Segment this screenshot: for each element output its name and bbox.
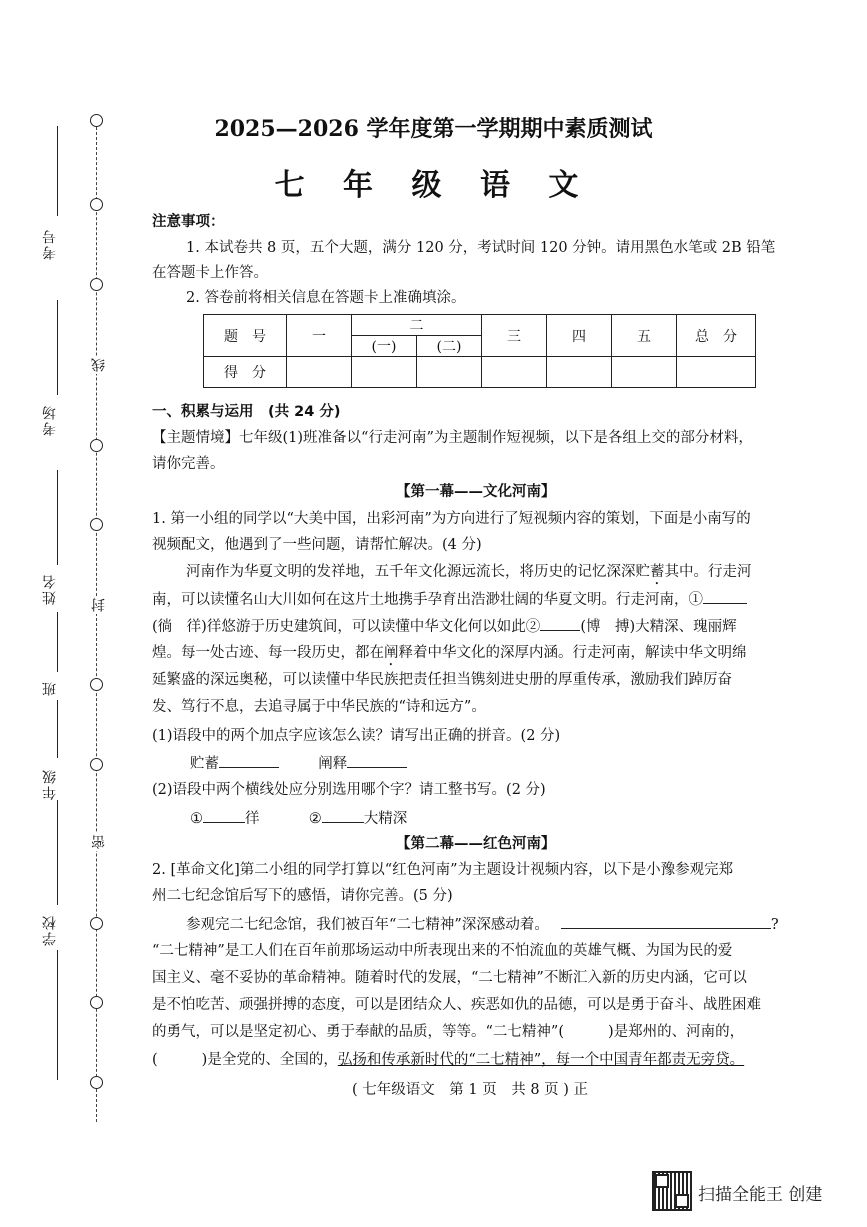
- passage-1-line-3: (徜 徉)徉悠游于历史建筑间，可以读懂中华文化何以如此② (博 搏)大精深、瑰丽辉: [152, 616, 737, 637]
- notice-item-1: 1. 本试卷共 8 页，五个大题，满分 120 分，考试时间 120 分钟。请用黑色水笔或 2B 铅笔: [186, 240, 776, 256]
- header-part-3: 三: [482, 315, 547, 357]
- binding-dashed-line: [96, 122, 97, 1122]
- header-part-2-sub-1: (一): [352, 336, 417, 357]
- theme-context: 【主题情境】七年级(1)班准备以“行走河南”为主题制作短视频，以下是各组上交的部分材料，: [152, 430, 753, 446]
- header-part-5: 五: [612, 315, 677, 357]
- label-class: 班: [42, 680, 58, 696]
- grade-line: [57, 700, 58, 758]
- score-cell[interactable]: [417, 357, 482, 388]
- label-exam-room: 考场: [42, 404, 58, 436]
- pinyin-answers: 贮蓄 阐释: [190, 753, 407, 774]
- header-part-2: 二: [352, 315, 482, 336]
- score-cell[interactable]: [612, 357, 677, 388]
- passage-2-line-2: “二七精神”是工人们在百年前那场运动中所表现出来的不怕流血的英雄气概、为国为民的爱: [152, 943, 733, 959]
- score-cell[interactable]: [677, 357, 756, 388]
- dotted-char: 蓄: [650, 564, 665, 580]
- act-1-title: 【第一幕——文化河南】: [396, 484, 556, 500]
- theme-context-cont: 请你完善。: [152, 456, 225, 472]
- score-cell[interactable]: [547, 357, 612, 388]
- passage-1-line-1: 河南作为华夏文明的发祥地，五千年文化源远流长，将历史的记忆深深贮蓄其中。行走河: [186, 564, 752, 580]
- seal-char-mi: 密: [91, 835, 107, 849]
- qr-code-icon: [652, 1171, 692, 1211]
- question-1: 1. 第一小组的同学以“大美中国，出彩河南”为方向进行了短视频内容的策划，下面是小南写的: [152, 511, 751, 527]
- pinyin-blank-2[interactable]: [347, 753, 407, 768]
- passage-1-line-2: 南，可以读懂名山大川如何在这片土地携手孕育出浩渺壮阔的华夏文明。行走河南，①: [152, 589, 747, 610]
- passage-2-line-3: 国主义、毫不妥协的革命精神。随着时代的发展，“二七精神”不断汇入新的历史内涵，它可以: [152, 970, 747, 986]
- page-footer: ( 七年级语文 第 1 页 共 8 页 ) 正: [352, 1082, 589, 1098]
- header-part-4: 四: [547, 315, 612, 357]
- notice-item-2: 2. 答卷前将相关信息在答题卡上准确填涂。: [186, 290, 466, 306]
- passage-2-line-6: ( )是全党的、全国的，弘扬和传承新时代的“二七精神”，每一个中国青年都责无旁贷。: [152, 1052, 745, 1068]
- act-2-title: 【第二幕——红色河南】: [396, 836, 556, 852]
- char-blank-1[interactable]: [203, 808, 245, 823]
- sub-question-2: (2)语段中两个横线处应分别选用哪个字？请工整书写。(2 分): [152, 782, 546, 798]
- answer-blank-1[interactable]: [703, 589, 747, 604]
- binding-hole: [90, 758, 103, 771]
- char-answers: ① 徉 ② 大精深: [190, 808, 407, 829]
- seal-char-xian: 线: [91, 358, 107, 372]
- subject-title: 七 年 级 语 文: [274, 168, 593, 203]
- binding-hole: [90, 917, 103, 930]
- question-1-cont: 视频配文，他遇到了一些问题，请帮忙解决。(4 分): [152, 537, 482, 553]
- exam-room-line: [57, 300, 58, 395]
- passage-2-line-1: 参观完二七纪念馆，我们被百年“二七精神”深深感动着。 ?: [186, 914, 779, 935]
- seal-char-feng: 封: [91, 598, 107, 612]
- dotted-char: 阐: [384, 645, 399, 661]
- class-line: [57, 612, 58, 672]
- binding-hole: [90, 278, 103, 291]
- binding-hole: [90, 996, 103, 1009]
- label-school: 学校: [42, 914, 58, 946]
- notice-item-1-cont: 在答题卡上作答。: [152, 265, 268, 281]
- binding-hole: [90, 678, 103, 691]
- binding-hole: [90, 518, 103, 531]
- binding-hole: [90, 1076, 103, 1089]
- passage-1-line-4: 煌。每一处古迹、每一段历史，都在阐释着中华文化的深厚内涵。行走河南，解读中华文明绵: [152, 645, 747, 661]
- passage-1-line-6: 发、笃行不息，去追寻属于中华民族的“诗和远方”。: [152, 699, 486, 715]
- score-table: [203, 314, 756, 388]
- label-name: 姓名: [42, 573, 58, 605]
- passage-2-line-5: 的勇气，可以是坚定初心、勇于奉献的品质，等等。“二七精神”( )是郑州的、河南的，: [152, 1024, 745, 1040]
- passage-1-line-5: 延繁盛的深远奥秘，可以读懂中华民族把责任担当镌刻进史册的厚重传承，激励我们踔厉奋: [152, 672, 732, 688]
- sub-question-1: (1)语段中的两个加点字应该怎么读？请写出正确的拼音。(2 分): [152, 728, 561, 744]
- exam-title: 2025—2026 学年度第一学期期中素质测试: [214, 116, 653, 142]
- school-line: [57, 800, 58, 905]
- header-part-1: 一: [287, 315, 352, 357]
- char-blank-2[interactable]: [322, 808, 364, 823]
- binding-hole: [90, 439, 103, 452]
- passage-2-line-4: 是不怕吃苦、顽强拼搏的态度，可以是团结众人、疾恶如仇的品德，可以是勇于奋斗、战胜困难: [152, 997, 761, 1013]
- underlined-sentence: 弘扬和传承新时代的“二七精神”，每一个中国青年都责无旁贷。: [337, 1052, 745, 1068]
- question-2: 2. [革命文化]第二小组的同学打算以“红色河南”为主题设计视频内容，以下是小豫参观完郑: [152, 862, 734, 878]
- question-2-cont: 州二七纪念馆后写下的感悟，请你完善。(5 分): [152, 888, 453, 904]
- label-grade: 年级: [42, 768, 58, 800]
- label-exam-number: 考号: [42, 228, 58, 260]
- header-question-no: 题 号: [204, 315, 287, 357]
- school-line-lower: [57, 950, 58, 1080]
- score-cell[interactable]: [352, 357, 417, 388]
- score-cell[interactable]: [287, 357, 352, 388]
- name-line: [57, 470, 58, 565]
- section-1-heading: 一、积累与运用 (共 24 分): [152, 404, 341, 420]
- scanner-watermark: 扫描全能王 创建: [698, 1185, 823, 1205]
- score-cell[interactable]: [482, 357, 547, 388]
- answer-blank-question[interactable]: [561, 914, 771, 929]
- answer-blank-2[interactable]: [540, 616, 580, 631]
- header-part-2-sub-2: (二): [417, 336, 482, 357]
- pinyin-blank-1[interactable]: [219, 753, 279, 768]
- header-total: 总 分: [677, 315, 756, 357]
- notice-heading: 注意事项：: [152, 214, 225, 230]
- row-score-label: 得 分: [204, 357, 287, 388]
